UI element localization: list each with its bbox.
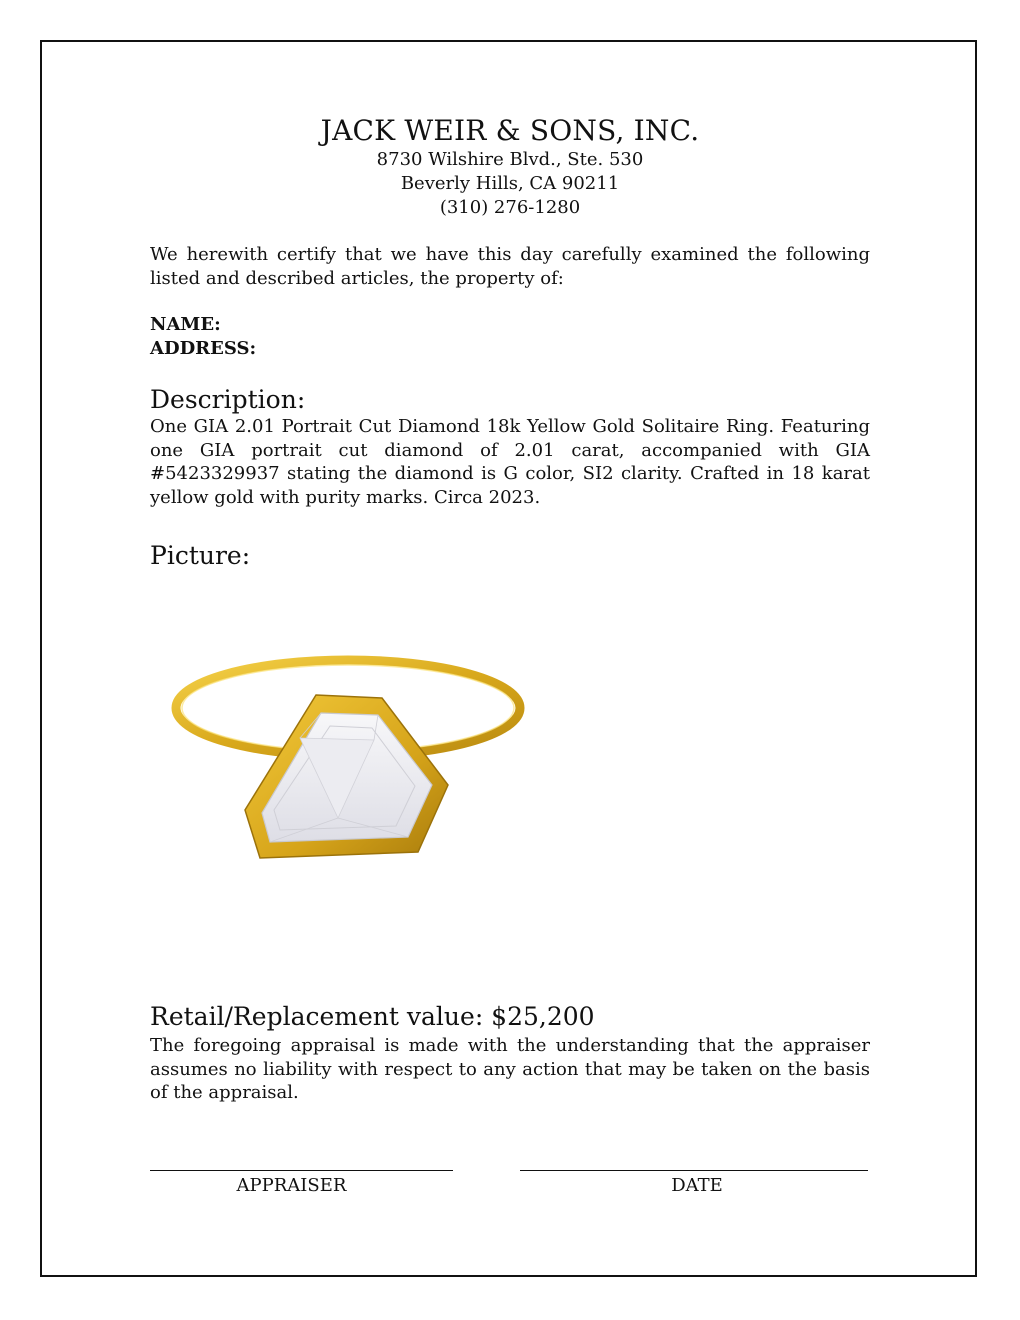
date-signature-line [520, 1170, 868, 1171]
appraiser-signature-line [150, 1170, 453, 1171]
address-label: ADDRESS: [150, 338, 257, 359]
name-label: NAME: [150, 314, 221, 335]
disclaimer-text: The foregoing appraisal is made with the understanding that the appraiser assumes no liability with respect to any action that may be taken on the basis of the appraisal. [150, 1035, 870, 1103]
appraiser-label: APPRAISER [236, 1175, 347, 1196]
certification-intro: We herewith certify that we have this day carefully examined the following listed and described articles, the property of: [150, 244, 870, 289]
value-heading: Retail/Replacement value: $25,200 [150, 1002, 595, 1031]
company-phone: (310) 276-1280 [439, 197, 581, 218]
company-name: JACK WEIR & SONS, INC. [320, 114, 700, 147]
picture-heading: Picture: [150, 541, 251, 570]
date-label: DATE [671, 1175, 723, 1196]
description-text: One GIA 2.01 Portrait Cut Diamond 18k Yellow Gold Solitaire Ring. Featuring one GIA portrait cut diamond of 2.01 carat, accompanied with GIA #5423329937 stating the diamond is G color, SI2 clarity. Crafted in 18 karat yellow gold with purity marks. Circa 2023. [150, 416, 870, 508]
company-city: Beverly Hills, CA 90211 [400, 173, 620, 194]
company-street: 8730 Wilshire Blvd., Ste. 530 [376, 149, 644, 170]
ring-photo [160, 630, 540, 890]
description-heading: Description: [150, 385, 306, 414]
